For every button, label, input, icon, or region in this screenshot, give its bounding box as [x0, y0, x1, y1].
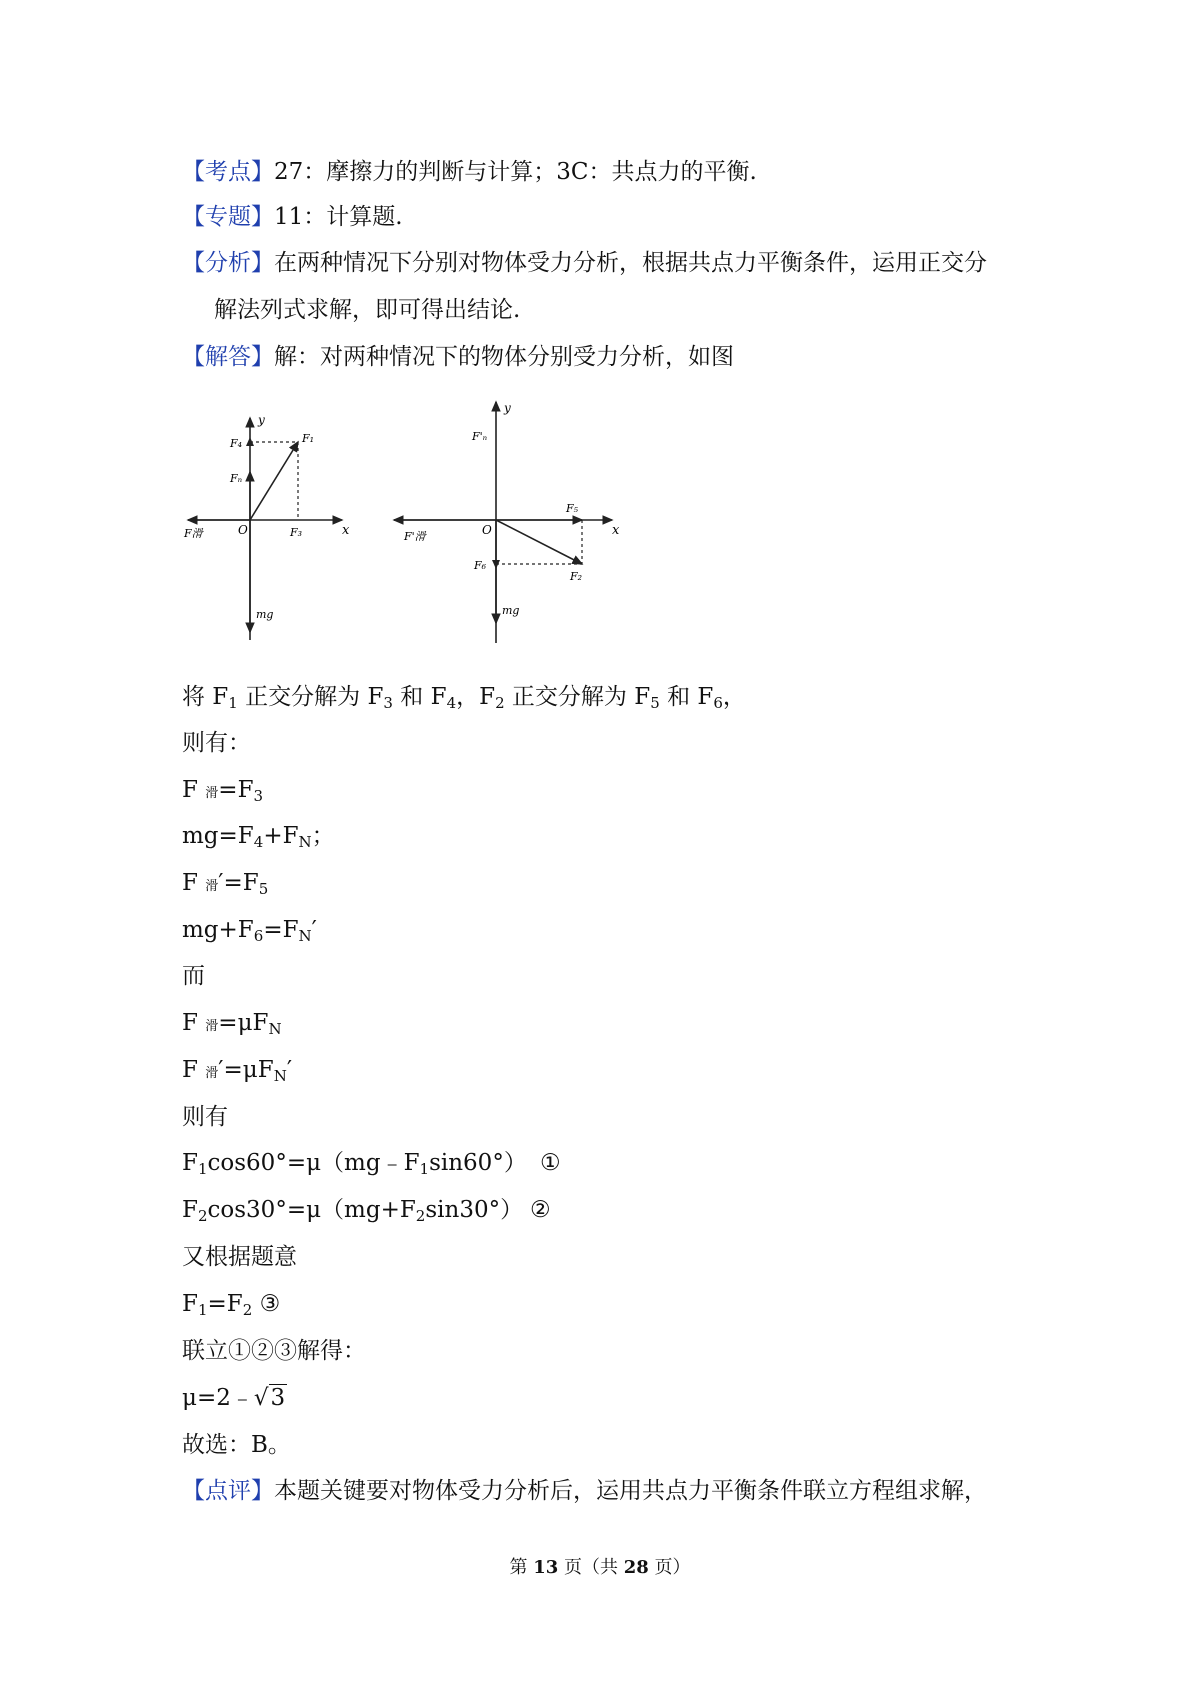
- fenxi-text: 在两种情况下分别对物体受力分析，根据共点力平衡条件，运用正交分: [274, 250, 987, 276]
- zeyou-2: 则有: [182, 1104, 228, 1130]
- y-label: y: [258, 413, 265, 427]
- equation-6: F 滑$'=\mu F_N'$: [182, 1057, 293, 1085]
- equation-7-mark: ①: [540, 1150, 561, 1176]
- dianping-tag: 【点评】: [182, 1478, 274, 1504]
- page-number: 13: [533, 1557, 559, 1578]
- f6-label: F₆: [474, 559, 487, 572]
- jieda-text: 解：对两种情况下的物体分别受力分析，如图: [274, 344, 734, 370]
- equation-8-mark: ②: [530, 1197, 551, 1223]
- decomp-line: 将 $F_1$ 正交分解为 $F_3$ 和 $F_4$，$F_2$ 正交分解为 $F_5$ 和 $F_6$，: [182, 684, 746, 712]
- zhuanti-text: 11：计算题.: [274, 204, 403, 230]
- kaodian-tag: 【考点】: [182, 159, 274, 185]
- equation-4: $mg+F_6=F_N'$: [182, 917, 317, 945]
- f1-arrow: [250, 442, 298, 520]
- f4-label: F₄: [230, 437, 243, 450]
- mu-result: μ=2﹣√3: [182, 1385, 286, 1411]
- sqrt-symbol: √3: [253, 1385, 286, 1411]
- total-pages: 28: [623, 1557, 649, 1578]
- fenxi-line-2: [214, 295, 520, 325]
- x-label: x: [342, 523, 350, 538]
- jieda-tag: 【解答】: [182, 344, 274, 370]
- fn-label: F'ₙ: [472, 430, 488, 443]
- dianping-text: 本题关键要对物体受力分析后，运用共点力平衡条件联立方程组求解，: [274, 1478, 987, 1504]
- f2-arrow: [496, 520, 582, 564]
- mg-label: mg: [256, 608, 274, 621]
- equation-2: $mg=F_4+F_N$；: [182, 823, 335, 851]
- equation-1: F 滑$=F_3$: [182, 777, 264, 805]
- fenxi-line: [182, 248, 987, 278]
- fn-label: Fₙ: [230, 472, 243, 485]
- x-label: x: [612, 523, 620, 538]
- answer-line: 故选：B。: [182, 1432, 291, 1458]
- equation-5: F 滑$=\mu F_N$: [182, 1010, 282, 1038]
- dianping-line: [182, 1476, 987, 1506]
- kaodian-text: 27：摩擦力的判断与计算；3C：共点力的平衡.: [274, 159, 757, 185]
- origin-label: O: [238, 523, 248, 537]
- y-label: y: [504, 401, 511, 415]
- equation-8: $F_2\cos 30^\circ=\mu(mg+F_2\sin 30^\circ)$: [182, 1197, 524, 1225]
- force-diagram-2: [390, 398, 630, 648]
- origin-label: O: [482, 523, 492, 537]
- yougen-line: 又根据题意: [182, 1244, 297, 1270]
- f5-label: F₅: [566, 502, 579, 515]
- zhuanti-line: [182, 202, 403, 232]
- zhuanti-tag: 【专题】: [182, 204, 274, 230]
- page-footer: 第 13 页（共 28 页）: [509, 1557, 691, 1578]
- fslide-label: F滑: [184, 527, 203, 540]
- equation-7: $F_1\cos 60^\circ=\mu(mg﹣F_1\sin 60^\circ)$: [182, 1150, 527, 1178]
- f2-label: F₂: [570, 570, 583, 583]
- fenxi-text-2: 解法列式求解，即可得出结论.: [214, 297, 521, 323]
- f3-label: F₃: [290, 526, 303, 539]
- fslide-label: F'滑: [404, 530, 426, 543]
- equation-9: $F_1=F_2$ ③: [182, 1291, 281, 1319]
- jieda-line: [182, 342, 734, 372]
- kaodian-line: [182, 157, 757, 187]
- mg-label: mg: [502, 604, 520, 617]
- lianli-line: 联立①②③解得：: [182, 1338, 366, 1364]
- f1-label: F₁: [302, 432, 315, 445]
- er-line: 而: [182, 963, 205, 989]
- fenxi-tag: 【分析】: [182, 250, 274, 276]
- force-diagram-1: [180, 410, 360, 650]
- equation-3: F 滑$'=F_5$: [182, 870, 269, 898]
- zeyou-1: 则有：: [182, 730, 251, 756]
